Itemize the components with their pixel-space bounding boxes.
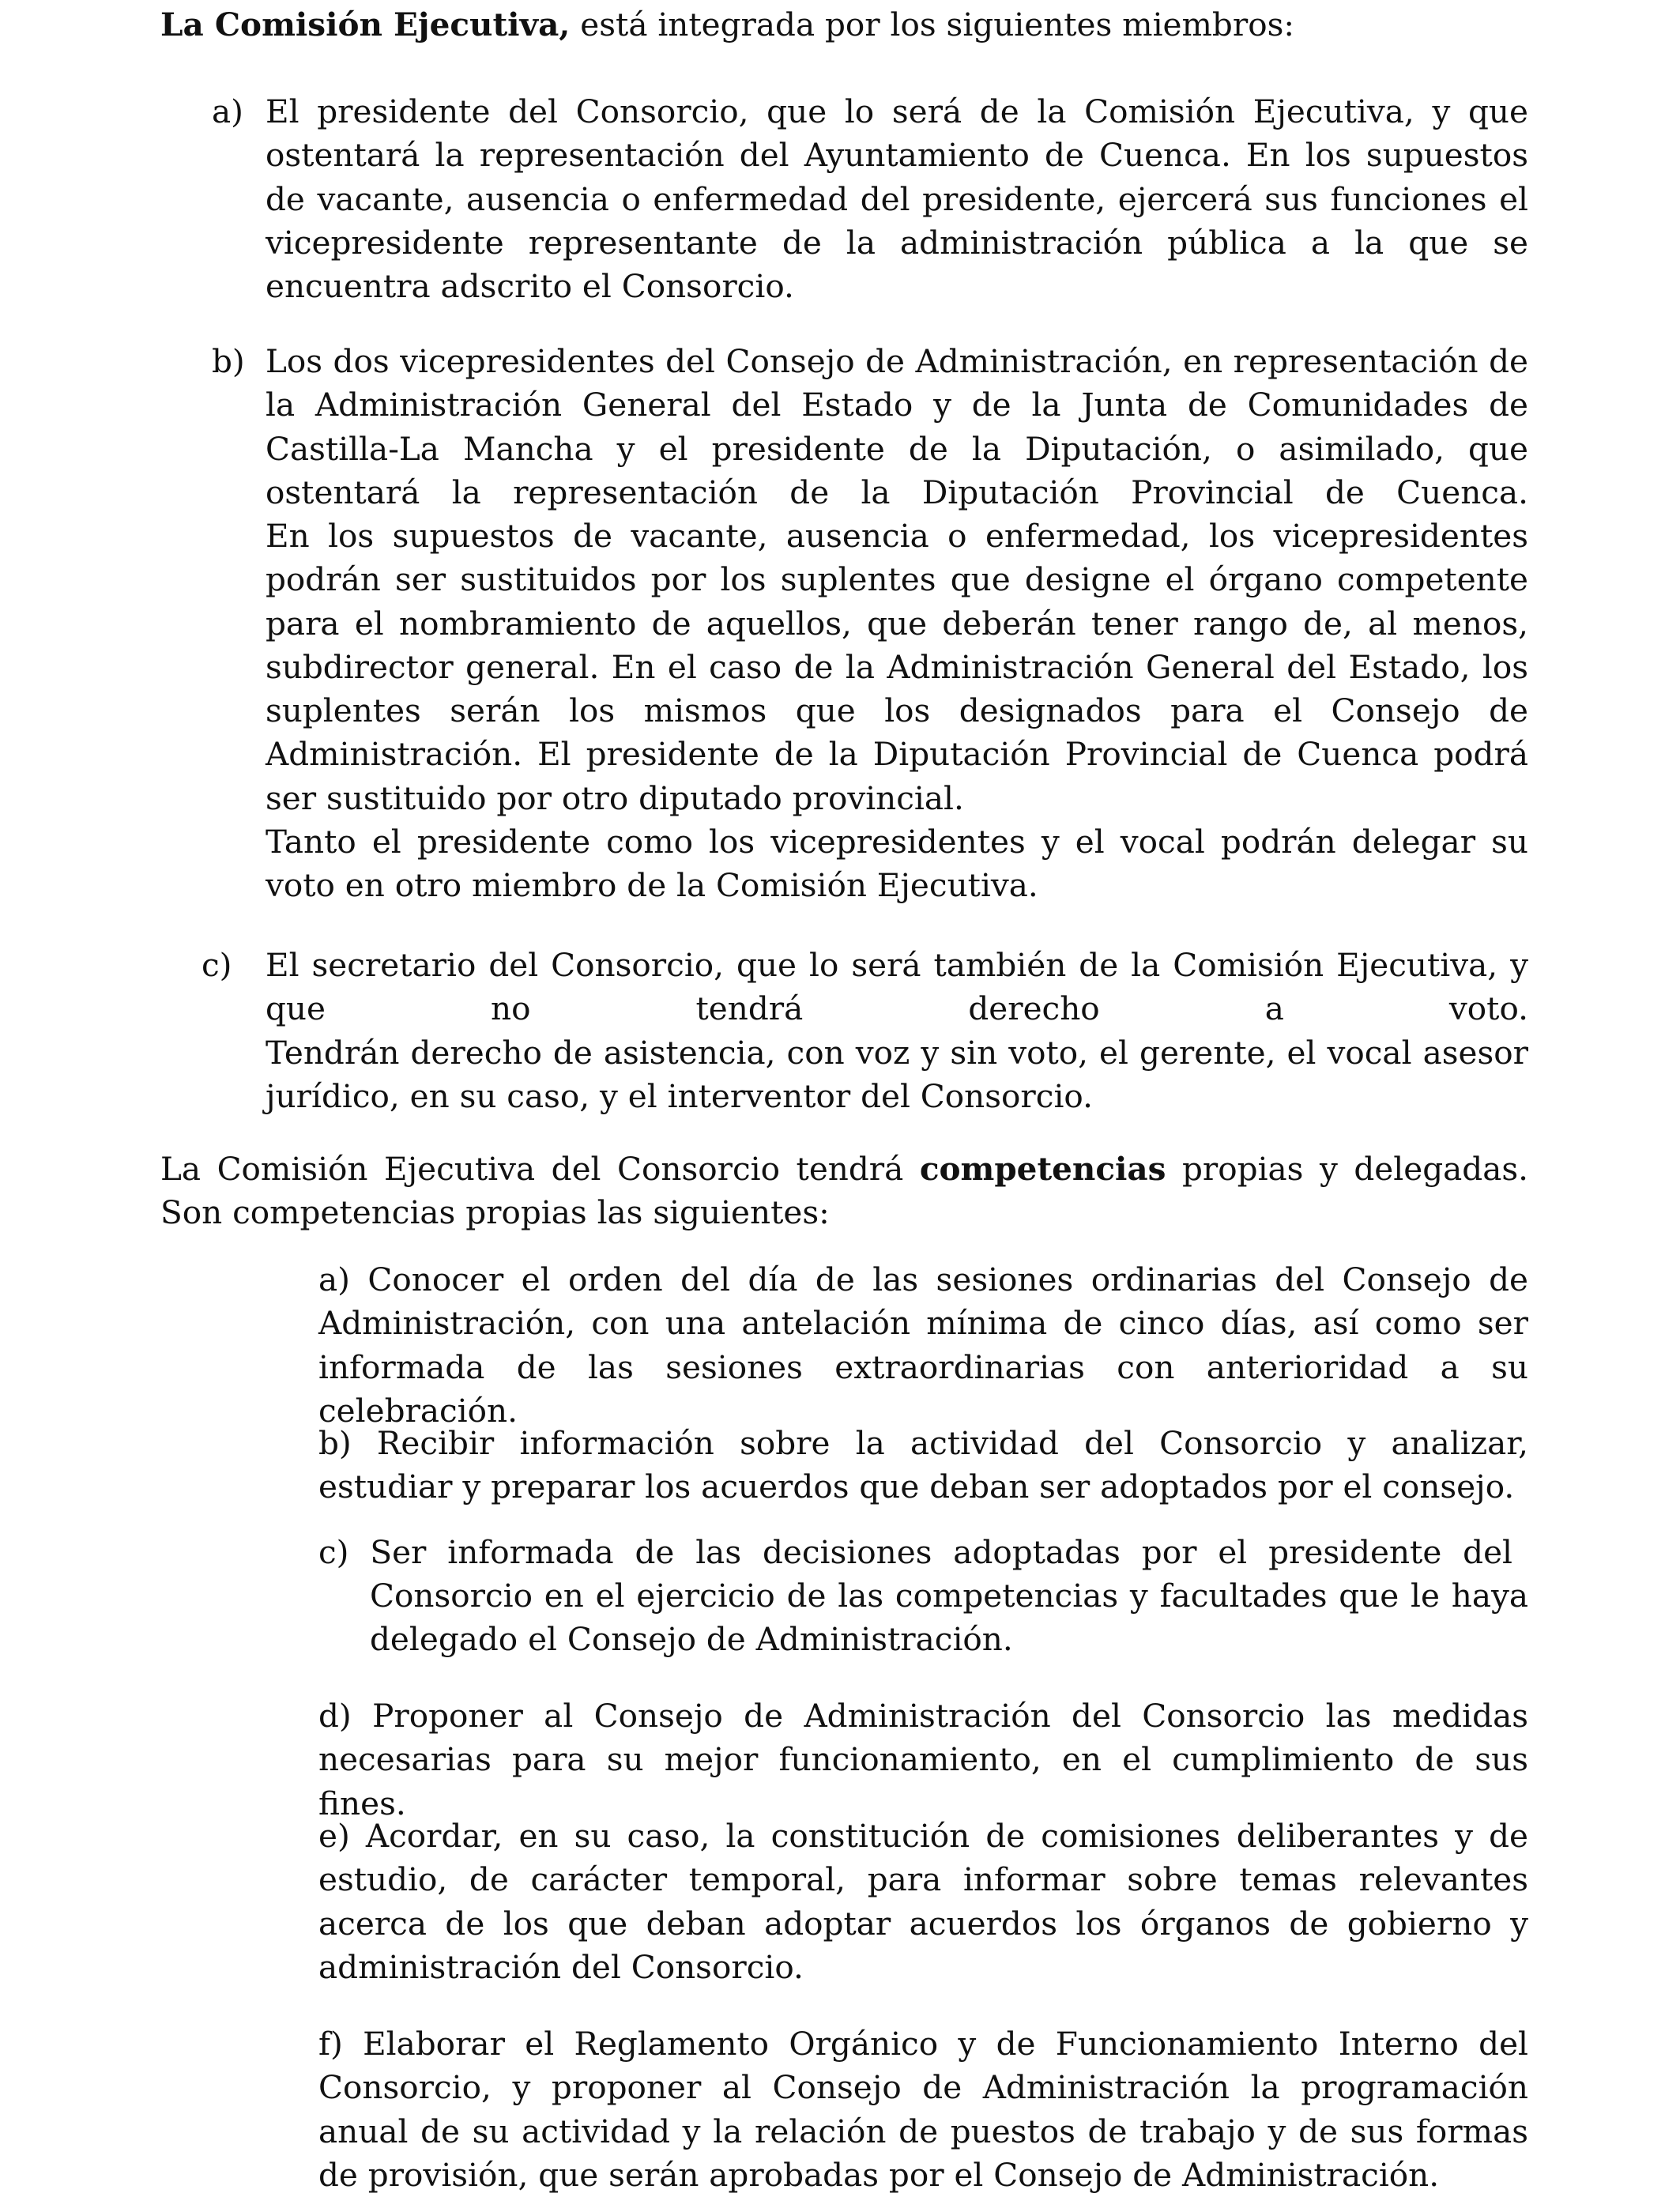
intro-line xyxy=(160,3,1527,47)
member-marker-c: c) xyxy=(202,946,232,984)
intro-bold: La Comisión Ejecutiva, xyxy=(160,6,571,43)
competencia-d: d) Proponer al Consejo de Administración del Consorcio las medidas necesarias para su mejor funcionamiento, en el cumplimiento de sus fines. xyxy=(318,1697,1528,1822)
competencia-c-cont: Consorcio en el ejercicio de las competencias y facultades que le haya delegado el Consejo de Administración. xyxy=(370,1577,1528,1659)
competencias-intro-bold: competencias xyxy=(919,1150,1166,1188)
member-text-c-1: El secretario del Consorcio, que lo será también de la Comisión Ejecutiva, y que no tendrá derecho a voto. xyxy=(266,946,1528,1028)
competencias-intro-after: propias y delegadas. Son competencias propias las siguientes: xyxy=(160,1150,1528,1232)
competencias-intro-before: La Comisión Ejecutiva del Consorcio tendrá xyxy=(160,1150,920,1188)
competencia-b: b) Recibir información sobre la actividad del Consorcio y analizar, estudiar y preparar los acuerdos que deban ser adoptados por el consejo. xyxy=(318,1424,1528,1506)
member-text-b-2: En los supuestos de vacante, ausencia o enfermedad, los vicepresidentes podrán ser sustituidos por los suplentes que designe el órgano competente para el nombramiento de aquellos, que deberán tener rango de, al menos, subdirector general. En el caso de la Administración General del Estado, los suplentes serán los mismos que los designados para el Consejo de Administración. El presidente de la Diputación Provincial de Cuenca podrá ser sustituido por otro diputado provincial. xyxy=(266,517,1528,817)
competencia-f: f) Elaborar el Reglamento Orgánico y de Funcionamiento Interno del Consorcio, y proponer al Consejo de Administración la programación anual de su actividad y la relación de puestos de trabajo y de sus formas de provisión, que serán aprobadas por el Consejo de Administración. xyxy=(318,2025,1528,2194)
member-text-b-1: Los dos vicepresidentes del Consejo de Administración, en representación de la Administración General del Estado y de la Junta de Comunidades de Castilla-La Mancha y el presidente de la Diputación, o asimilado, que ostentará la representación de la Diputación Provincial de Cuenca. xyxy=(266,342,1528,511)
intro-text: está integrada por los siguientes miembros: xyxy=(570,6,1295,43)
member-text-a: El presidente del Consorcio, que lo será de la Comisión Ejecutiva, y que ostentará la representación del Ayuntamiento de Cuenca. En los supuestos de vacante, ausencia o enfermedad del presidente, ejercerá sus funciones el vicepresidente representante de la administración pública a la que se encuentra adscrito el Consorcio. xyxy=(266,92,1528,306)
member-text-c-2: Tendrán derecho de asistencia, con voz y sin voto, el gerente, el vocal asesor jurídico, en su caso, y el interventor del Consorcio. xyxy=(266,1034,1528,1116)
member-text-b-3: Tanto el presidente como los vicepresidentes y el vocal podrán delegar su voto en otro miembro de la Comisión Ejecutiva. xyxy=(266,823,1528,905)
competencia-a: a) Conocer el orden del día de las sesiones ordinarias del Consejo de Administración, con una antelación mínima de cinco días, así como ser informada de las sesiones extraordinarias con anterioridad a su celebración. xyxy=(318,1261,1528,1430)
competencias-intro xyxy=(160,1147,1528,1235)
competencia-c-line1: c) Ser informada de las decisiones adoptadas por el presidente del xyxy=(318,1533,1512,1571)
competencia-e: e) Acordar, en su caso, la constitución de comisiones deliberantes y de estudio, de carácter temporal, para informar sobre temas relevantes acerca de los que deban adoptar acuerdos los órganos de gobierno y administración del Consorcio. xyxy=(318,1817,1528,1986)
member-marker-a: a) xyxy=(212,92,243,130)
member-marker-b: b) xyxy=(212,342,245,380)
